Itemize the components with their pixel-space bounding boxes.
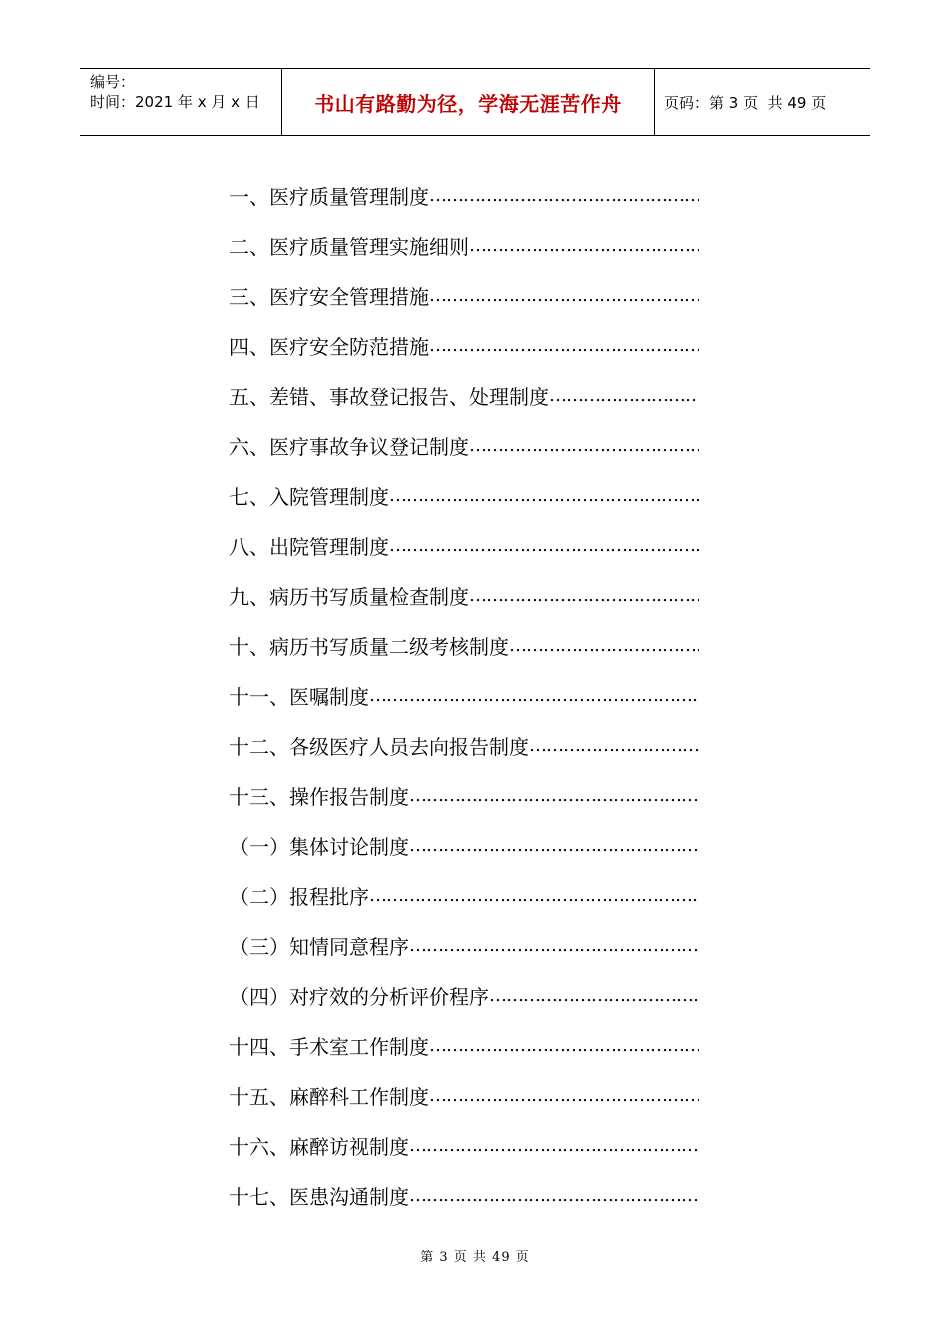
toc-entry[interactable] bbox=[229, 420, 699, 470]
toc-leader-dots bbox=[409, 1185, 699, 1206]
header-page-info bbox=[655, 69, 870, 135]
toc-subentry[interactable] bbox=[229, 820, 699, 870]
toc-entry[interactable] bbox=[229, 370, 699, 420]
toc-leader-dots bbox=[429, 335, 699, 356]
toc-leader-dots bbox=[549, 385, 699, 406]
toc-entry[interactable] bbox=[229, 270, 699, 320]
toc-entry[interactable] bbox=[229, 520, 699, 570]
toc-entry[interactable] bbox=[229, 320, 699, 370]
toc-entry-title: 三、医疗安全管理措施 bbox=[229, 284, 429, 309]
toc-subentry[interactable] bbox=[229, 870, 699, 920]
toc-entry-title: （四）对疗效的分析评价程序 bbox=[229, 984, 489, 1009]
toc-entry-title: 十三、操作报告制度 bbox=[229, 784, 409, 809]
toc-entry[interactable] bbox=[229, 170, 699, 220]
toc-entry-title: 八、出院管理制度 bbox=[229, 534, 389, 559]
document-header bbox=[80, 68, 870, 136]
toc-subentry[interactable] bbox=[229, 920, 699, 970]
toc-leader-dots bbox=[429, 285, 699, 306]
toc-leader-dots bbox=[409, 935, 699, 956]
toc-leader-dots bbox=[469, 435, 699, 456]
toc-entry[interactable] bbox=[229, 770, 699, 820]
toc-leader-dots bbox=[409, 835, 699, 856]
toc-entry[interactable] bbox=[229, 220, 699, 270]
toc-entry[interactable] bbox=[229, 720, 699, 770]
toc-leader-dots bbox=[409, 785, 699, 806]
toc-entry-title: 一、医疗质量管理制度 bbox=[229, 184, 429, 209]
toc-entry-title: 十七、医患沟通制度 bbox=[229, 1184, 409, 1209]
toc-leader-dots bbox=[469, 235, 699, 256]
header-page-info-text: 页码：第 3 页 共 49 页 bbox=[664, 93, 827, 112]
toc-entry-title: 十、病历书写质量二级考核制度 bbox=[229, 634, 509, 659]
header-motto: 书山有路勤为径，学海无涯苦作舟 bbox=[282, 69, 655, 135]
toc-leader-dots bbox=[469, 585, 699, 606]
toc-entry-title: （一）集体讨论制度 bbox=[229, 834, 409, 859]
toc-entry-title: 五、差错、事故登记报告、处理制度 bbox=[229, 384, 549, 409]
toc-entry-title: 十五、麻醉科工作制度 bbox=[229, 1084, 429, 1109]
toc-entry-title: 十一、医嘱制度 bbox=[229, 684, 369, 709]
toc-entry[interactable] bbox=[229, 470, 699, 520]
toc-entry[interactable] bbox=[229, 670, 699, 720]
toc-leader-dots bbox=[369, 685, 699, 706]
toc-entry-title: 九、病历书写质量检查制度 bbox=[229, 584, 469, 609]
toc-entry-title: （二）报程批序 bbox=[229, 884, 369, 909]
toc-entry[interactable] bbox=[229, 620, 699, 670]
table-of-contents bbox=[229, 170, 699, 1220]
toc-entry-title: 四、医疗安全防范措施 bbox=[229, 334, 429, 359]
toc-entry-title: （三）知情同意程序 bbox=[229, 934, 409, 959]
toc-entry-title: 六、医疗事故争议登记制度 bbox=[229, 434, 469, 459]
toc-leader-dots bbox=[429, 185, 699, 206]
toc-entry-title: 十六、麻醉访视制度 bbox=[229, 1134, 409, 1159]
toc-leader-dots bbox=[509, 635, 699, 656]
toc-leader-dots bbox=[489, 985, 699, 1006]
toc-entry-title: 十二、各级医疗人员去向报告制度 bbox=[229, 734, 529, 759]
footer-page-number: 第 3 页 共 49 页 bbox=[420, 1250, 530, 1265]
toc-entry[interactable] bbox=[229, 1070, 699, 1120]
toc-entry[interactable] bbox=[229, 1020, 699, 1070]
document-time-label: 时间：2021 年 x 月 x 日 bbox=[90, 93, 260, 111]
toc-entry[interactable] bbox=[229, 570, 699, 620]
toc-entry-title: 七、入院管理制度 bbox=[229, 484, 389, 509]
toc-leader-dots bbox=[529, 735, 699, 756]
page-footer bbox=[0, 1246, 950, 1265]
toc-leader-dots bbox=[429, 1085, 699, 1106]
toc-entry[interactable] bbox=[229, 1170, 699, 1220]
toc-leader-dots bbox=[409, 1135, 699, 1156]
header-meta bbox=[80, 69, 282, 135]
document-number-label: 编号： bbox=[90, 73, 136, 91]
toc-leader-dots bbox=[369, 885, 699, 906]
toc-entry[interactable] bbox=[229, 1120, 699, 1170]
toc-leader-dots bbox=[389, 535, 699, 556]
toc-entry-title: 二、医疗质量管理实施细则 bbox=[229, 234, 469, 259]
toc-leader-dots bbox=[429, 1035, 699, 1056]
toc-leader-dots bbox=[389, 485, 699, 506]
toc-entry-title: 十四、手术室工作制度 bbox=[229, 1034, 429, 1059]
toc-subentry[interactable] bbox=[229, 970, 699, 1020]
